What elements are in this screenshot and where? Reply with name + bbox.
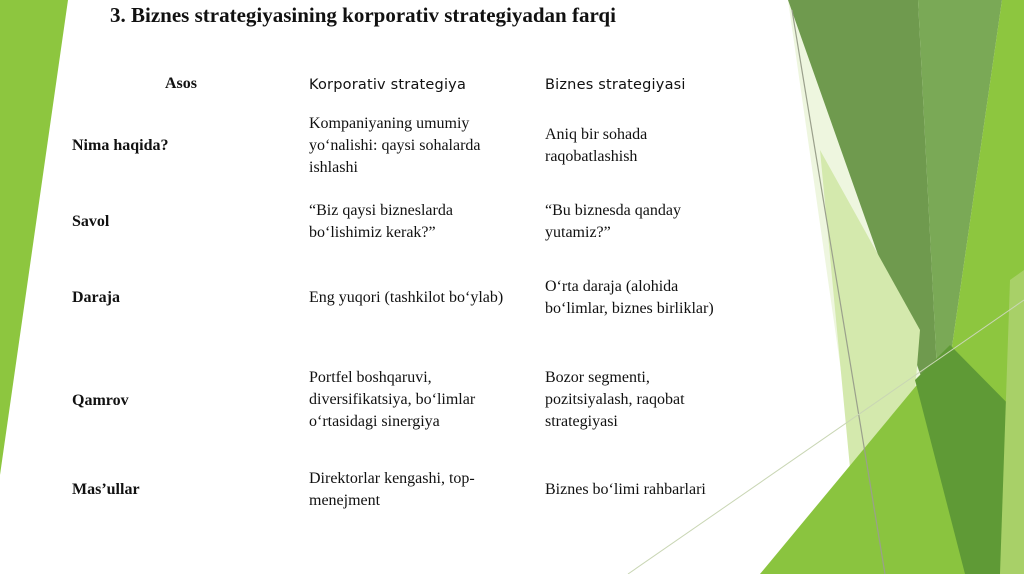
header-corporate: Korporativ strategiya (309, 77, 467, 93)
row-corporate: Kompaniyaning umumiy yo‘nalishi: qaysi sohalarda ishlashi (309, 115, 481, 176)
row-basis: Mas’ullar (72, 481, 140, 498)
header-business: Biznes strategiyasi (545, 77, 686, 93)
row-business: Bozor segmenti, pozitsiyalash, raqobat strategiyasi (545, 369, 685, 430)
row-corporate: Eng yuqori (tashkilot bo‘ylab) (309, 289, 504, 306)
row-basis: Nima haqida? (72, 137, 169, 154)
row-corporate: Portfel boshqaruvi, diversifikatsiya, bo‘limlar o‘rtasidagi sinergiya (309, 369, 476, 430)
row-basis: Qamrov (72, 392, 129, 409)
row-basis: Savol (72, 213, 110, 230)
row-business: “Bu biznesda qanday yutamiz?” (545, 202, 681, 241)
slide-title: 3. Biznes strategiyasining korporativ strategiyadan farqi (110, 3, 616, 27)
row-corporate: Direktorlar kengashi, top- menejment (309, 470, 475, 509)
row-business: Aniq bir sohada raqobatlashish (545, 126, 648, 165)
left-green-band (0, 0, 68, 475)
row-basis: Daraja (72, 289, 120, 306)
header-basis: Asos (165, 75, 198, 92)
row-business: Biznes bo‘limi rahbarlari (545, 481, 706, 498)
row-corporate: “Biz qaysi bizneslarda bo‘lishimiz kerak?” (309, 202, 453, 241)
row-business: O‘rta daraja (alohida bo‘limlar, biznes birliklar) (545, 278, 714, 317)
